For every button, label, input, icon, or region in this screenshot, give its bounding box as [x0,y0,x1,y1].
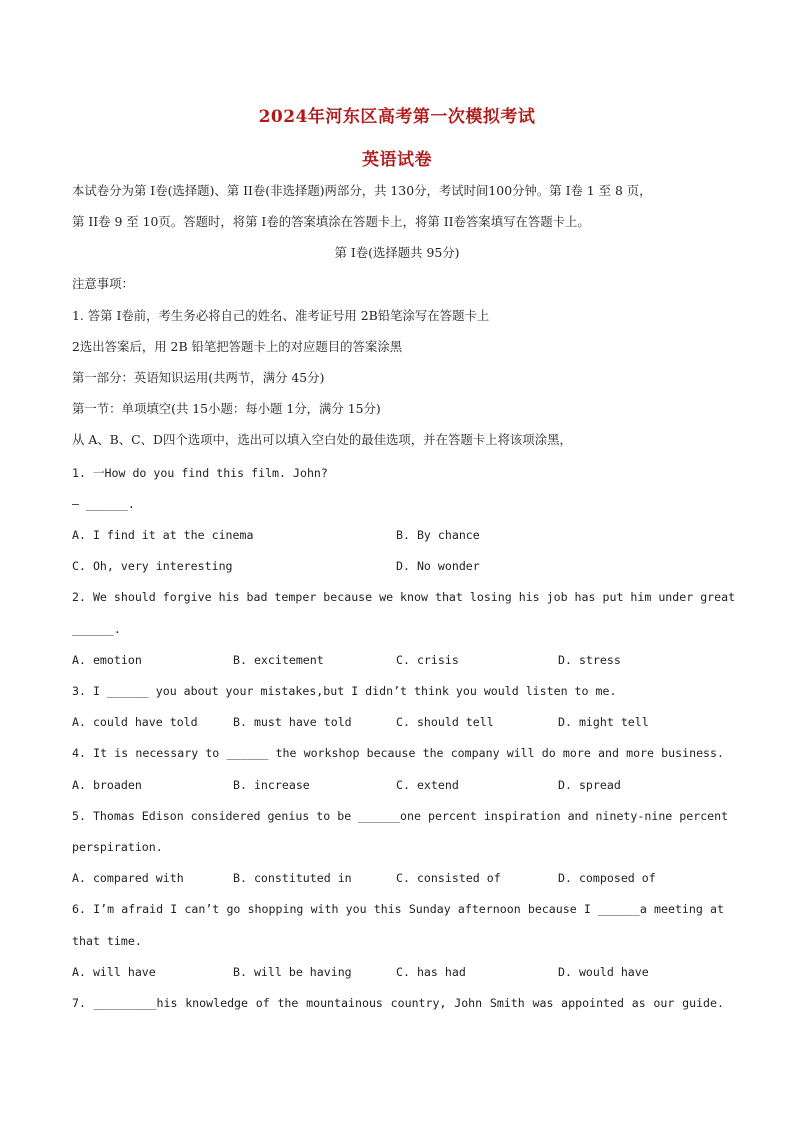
question-5-continuation: perspiration. [72,840,163,854]
intro-line-1: 本试卷分为第 I卷(选择题)、第 II卷(非选择题)两部分，共 130分，考试时间100分钟。第 I卷 1 至 8 页， [72,183,652,198]
question-4-option-b: B. increase [233,778,310,792]
question-6-continuation: that time. [72,934,142,948]
question-2-option-b: B. excitement [233,653,324,667]
part-heading: 第一部分：英语知识运用(共两节，满分 45分) [72,370,325,385]
question-1-stem: 1. 一How do you find this film. John? [72,466,328,480]
question-4-option-d: D. spread [558,778,621,792]
question-2-option-a: A. emotion [72,653,142,667]
exam-subtitle: 英语试卷 [362,150,432,170]
question-6-stem: 6. I’m afraid I can’t go shopping with you this Sunday afternoon because I ______a meeting at [72,902,724,916]
question-5-option-b: B. constituted in [233,871,352,885]
question-2-blank: ______. [72,622,121,636]
question-4-option-c: C. extend [396,778,459,792]
section-heading: 第 I卷(选择题共 95分) [334,245,460,260]
question-6-option-c: C. has had [396,965,466,979]
question-1-option-c: C. Oh, very interesting [72,559,233,573]
notes-item-2: 2选出答案后，用 2B 铅笔把答题卡上的对应题目的答案涂黑 [72,339,403,354]
question-2-option-d: D. stress [558,653,621,667]
question-5-option-c: C. consisted of [396,871,501,885]
notes-heading: 注意事项： [72,276,134,291]
question-1-option-d: D. No wonder [396,559,480,573]
question-5-option-d: D. composed of [558,871,656,885]
question-1-option-b: B. By chance [396,528,480,542]
question-3-option-d: D. might tell [558,715,649,729]
question-6-option-d: D. would have [558,965,649,979]
exam-title: 2024年河东区高考第一次模拟考试 [258,107,536,127]
question-5-option-a: A. compared with [72,871,184,885]
section-1-heading: 第一节：单项填空(共 15小题：每小题 1分，满分 15分) [72,401,381,416]
question-4-stem: 4. It is necessary to ______ the workshop because the company will do more and more business. [72,746,724,760]
question-2-option-c: C. crisis [396,653,459,667]
instruction-text: 从 A、B、C、D四个选项中，选出可以填入空白处的最佳选项，并在答题卡上将该项涂黑， [72,432,572,447]
question-5-stem: 5. Thomas Edison considered genius to be ______one percent inspiration and ninety-nine percent [72,809,729,823]
question-3-option-c: C. should tell [396,715,494,729]
question-4-option-a: A. broaden [72,778,142,792]
notes-item-1: 1. 答第 I卷前，考生务必将自己的姓名、准考证号用 2B铅笔涂写在答题卡上 [72,308,490,323]
question-3-stem: 3. I ______ you about your mistakes,but I didn’t think you would listen to me. [72,684,617,698]
question-7-stem: 7. _________his knowledge of the mountainous country, John Smith was appointed as our guide. [72,996,724,1010]
question-3-option-b: B. must have told [233,715,352,729]
intro-line-2: 第 II卷 9 至 10页。答题时，将第 I卷的答案填涂在答题卡上，将第 II卷答案填写在答题卡上。 [72,214,590,229]
question-2-stem: 2. We should forgive his bad temper because we know that losing his job has put him under great [72,590,736,604]
question-6-option-a: A. will have [72,965,156,979]
question-1-option-a: A. I find it at the cinema [72,528,254,542]
question-1-blank: – ______. [72,497,135,511]
question-6-option-b: B. will be having [233,965,352,979]
question-3-option-a: A. could have told [72,715,198,729]
